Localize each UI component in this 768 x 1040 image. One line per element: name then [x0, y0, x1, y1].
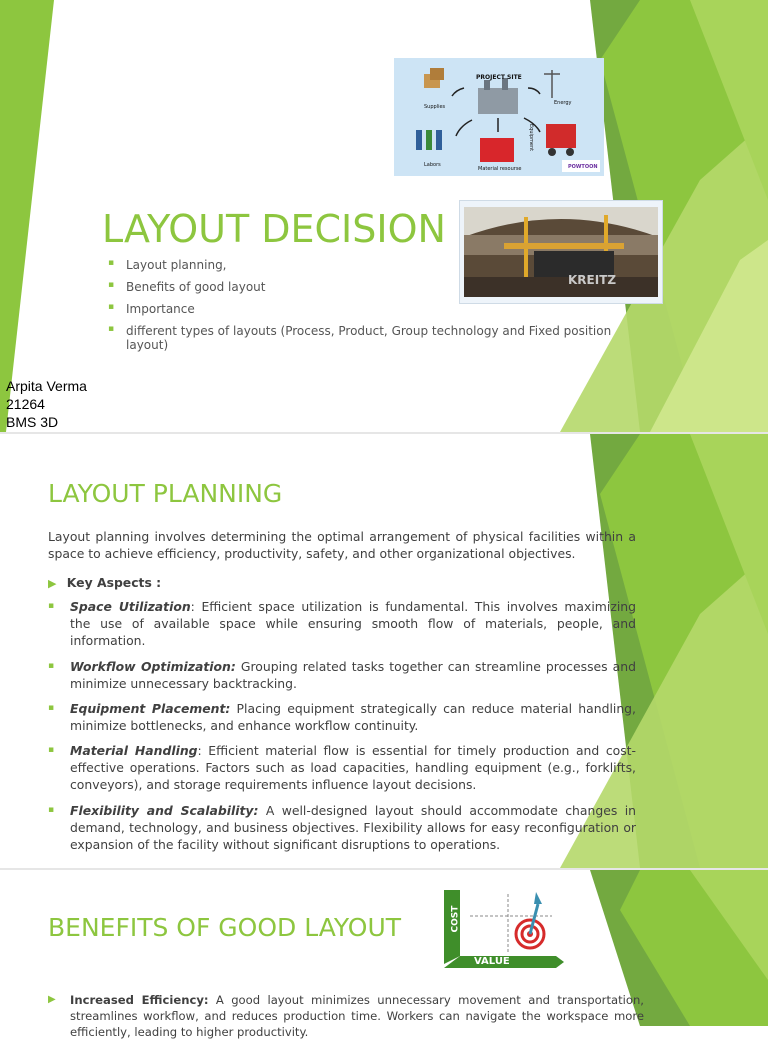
value-label: VALUE [474, 956, 510, 967]
diagram-label-labors: Labors [424, 162, 441, 168]
cost-label: COST [450, 905, 461, 933]
bullet-marker-icon: ▪ [48, 703, 55, 713]
slide1-bullet-list [108, 258, 648, 352]
slide-benefits [0, 868, 768, 1039]
benefit-text: A good layout minimizes unnecessary movement and transportation, streamlines workflow, and reduces production time. Workers can navigate the workspace more efficiently, leading to higher productivity. [70, 993, 644, 1039]
bullet-item: ▪ different types of layouts (Process, Product, Group technology and Fixed position layout) [108, 324, 612, 352]
author-name: Arpita Verma [6, 378, 87, 394]
bullet-marker-icon: ▪ [48, 601, 55, 611]
bullet-item: ▪ Importance [108, 302, 195, 316]
bullet-item: ▪ Layout planning, [108, 258, 227, 272]
bullet-marker-icon: ▪ [108, 258, 115, 268]
diagram-label-supplies: Supplies [424, 104, 446, 110]
truck-icon [546, 124, 576, 148]
slide1-title: LAYOUT DECISION [102, 207, 446, 251]
author-block [6, 377, 87, 431]
diagram-label-center: PROJECT SITE [476, 74, 522, 81]
diagram-label-equipment: Equipment [528, 124, 534, 152]
author-roll: 21264 [6, 396, 45, 412]
photo-sign: KREITZ [568, 273, 617, 287]
factory-icon [478, 88, 518, 114]
triangle-bullet-icon: ▶ [48, 577, 57, 590]
project-site-diagram [394, 58, 604, 176]
diagram-label-energy: Energy [554, 100, 572, 106]
slide-layout-planning [0, 432, 768, 868]
labor-icon [416, 130, 422, 150]
bullet-item: ▪ Benefits of good layout [108, 280, 266, 294]
benefit-item [48, 992, 644, 1040]
author-class: BMS 3D [6, 414, 59, 430]
aspect-item: ▪ Flexibility and Scalability: A well-designed layout should accommodate changes in demand, technology, and business objectives. Flexibility allows for easy reconfiguration or expansion of the facility without significant disruptions to operations. [48, 803, 636, 852]
aspect-item: ▪ Workflow Optimization: Grouping related tasks together can streamline processes and minimize unnecessary backtracking. [48, 659, 636, 691]
material-icon [480, 138, 514, 162]
diagram-brand: POWTOON [568, 164, 598, 170]
slide2-title: LAYOUT PLANNING [48, 479, 283, 508]
bullet-marker-icon: ▪ [108, 280, 115, 290]
aspect-item: ▪ Equipment Placement: Placing equipment strategically can reduce material handling, minimize bottlenecks, and enhance workflow continuity. [48, 701, 636, 733]
bullet-marker-icon: ▪ [108, 302, 115, 312]
slide3-title: BENEFITS OF GOOD LAYOUT [48, 913, 402, 942]
cost-value-graphic [440, 884, 566, 970]
key-aspects-heading: ▶ Key Aspects : [48, 575, 162, 590]
bullet-marker-icon: ▪ [48, 745, 55, 755]
key-aspects-list [48, 598, 636, 862]
aspect-item: ▪ Space Utilization: Efficient space utilization is fundamental. This involves maximizing the use of available space while ensuring smooth flow of materials, people, and information. [48, 599, 636, 648]
triangle-bullet-icon: ▶ [48, 994, 56, 1005]
benefit-term: Increased Efficiency: [70, 993, 209, 1007]
bullet-marker-icon: ▪ [48, 661, 55, 671]
diagram-label-material: Material resourse [478, 166, 522, 172]
bullet-marker-icon: ▪ [48, 805, 55, 815]
bullet-marker-icon: ▪ [108, 324, 115, 334]
aspect-item: ▪ Material Handling: Efficient material flow is essential for timely production and cost-effective operations. Factors such as load capacities, handling equipment (e.g., forklifts, conveyors), and storage requirements influence layout decisions. [48, 743, 637, 792]
slide-title [0, 0, 768, 432]
slide2-intro: Layout planning involves determining the optimal arrangement of physical facilities within a space to achieve efficiency, productivity, safety, and other organizational objectives. [48, 529, 636, 561]
